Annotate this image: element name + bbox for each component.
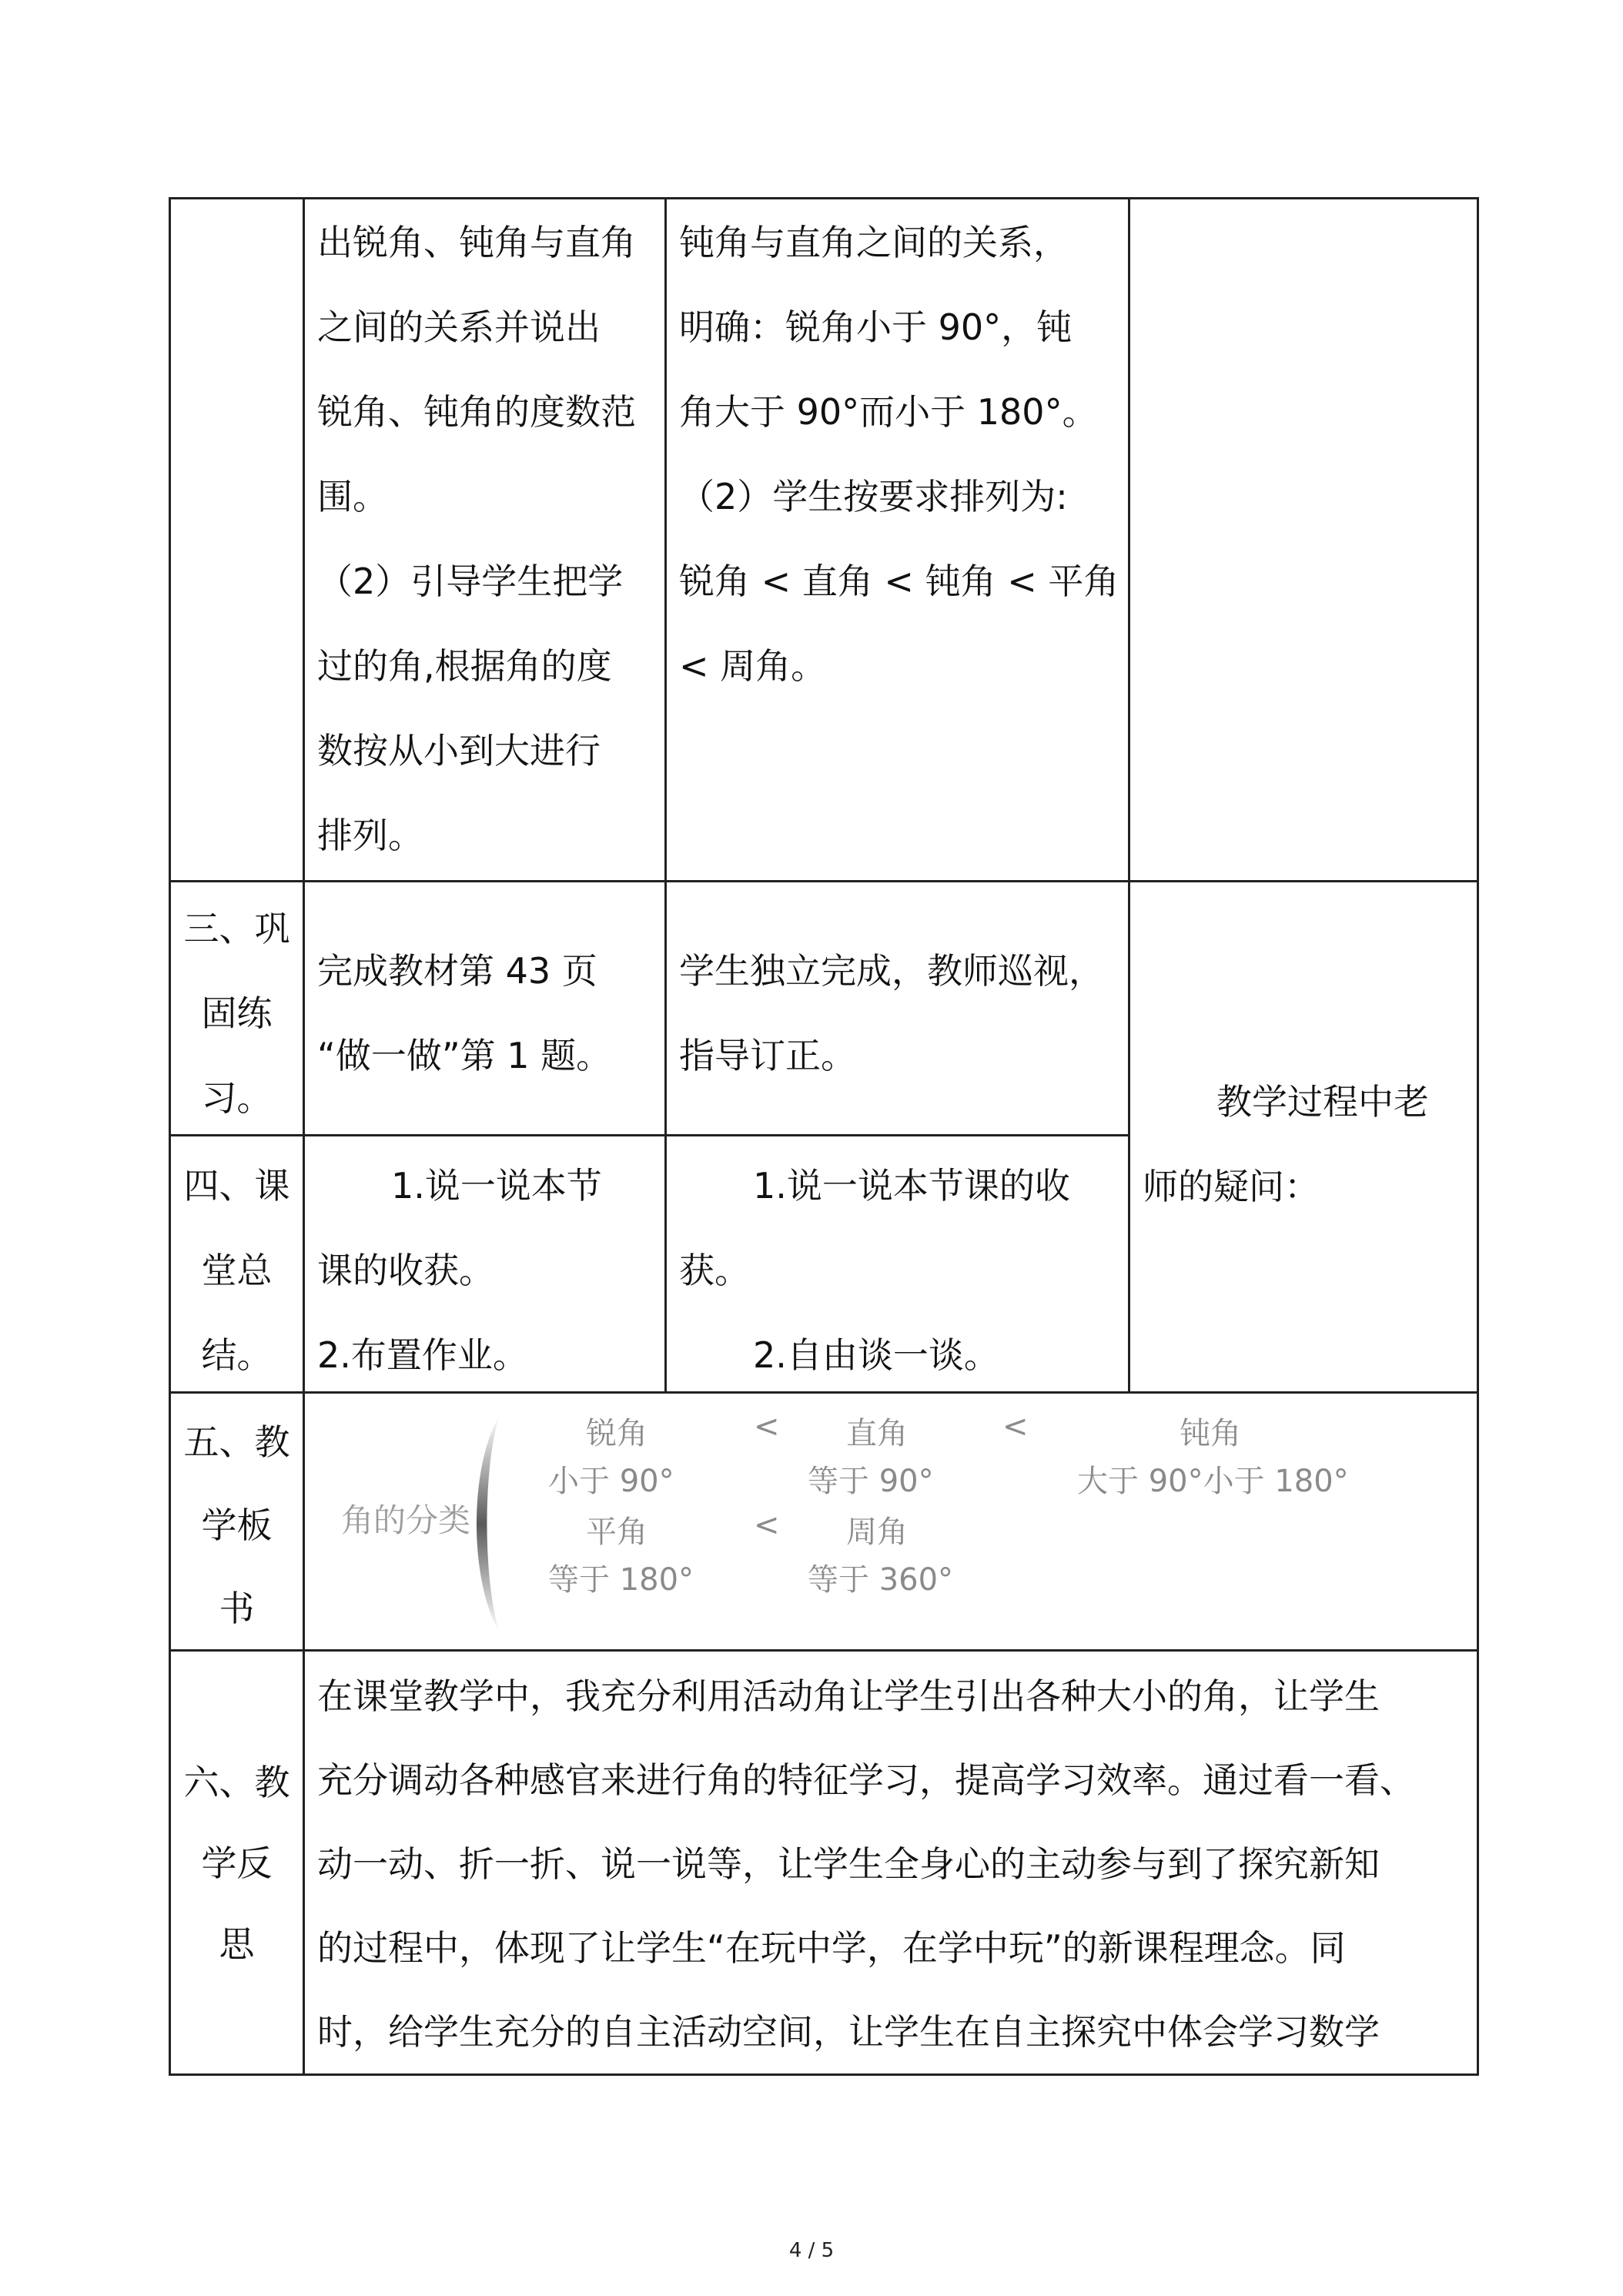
- summary-student-cell: [679, 1143, 1126, 1397]
- text-line: 2.自由谈一谈。: [753, 1334, 999, 1376]
- text-line: 2.布置作业。: [317, 1334, 528, 1376]
- text-line: 角大于 90°而小于 180°。: [679, 391, 1098, 433]
- continued-teacher-cell: [317, 200, 656, 878]
- text-line: 明确：锐角小于 90°，钝: [679, 306, 1073, 348]
- row-divider-4: [169, 1649, 1479, 1652]
- stage-label: 三、巩: [183, 908, 290, 949]
- stage-label: 学反: [201, 1842, 273, 1884]
- text-line: 课的收获。: [317, 1250, 494, 1291]
- practice-teacher-cell: [317, 929, 656, 1098]
- lesson-plan-table: [169, 197, 1479, 2076]
- text-line: 排列。: [317, 815, 423, 856]
- acute-desc: 小于 90°: [548, 1464, 674, 1499]
- text-line: < 周角。: [679, 645, 827, 687]
- blackboard-design: [307, 1395, 1474, 1647]
- full-angle: 周角: [846, 1514, 908, 1550]
- right-angle: 直角: [846, 1416, 908, 1451]
- stage-cell-summary: [173, 1143, 300, 1397]
- stage-label: 四、课: [183, 1165, 290, 1207]
- table-border-top: [169, 197, 1479, 199]
- text-line: 师的疑问：: [1143, 1166, 1320, 1207]
- less-than-3: <: [754, 1508, 780, 1543]
- table-border-right: [1477, 197, 1479, 2076]
- stage-label: 思: [219, 1923, 255, 1965]
- right-desc: 等于 90°: [808, 1464, 934, 1499]
- text-line: 在课堂教学中，我充分利用活动角让学生引出各种大小的角，让学生: [317, 1675, 1380, 1717]
- text-line: （2）引导学生把学: [317, 561, 624, 602]
- text-line: 锐角 < 直角 < 钝角 < 平角: [679, 561, 1119, 602]
- page-number: 4 / 5: [788, 2239, 835, 2262]
- less-than-2: <: [1002, 1409, 1029, 1444]
- text-line: 出锐角、钝角与直角: [317, 222, 636, 263]
- obtuse-angle: 钝角: [1180, 1416, 1241, 1451]
- text-line: 过的角,根据角的度: [317, 645, 612, 687]
- text-line: “做一做”第 1 题。: [317, 1035, 612, 1076]
- reflection-text: [317, 1655, 1472, 2074]
- text-line: 1.说一说本节课的收: [753, 1165, 1070, 1207]
- column-divider-1: [303, 197, 305, 2076]
- stage-label: 六、教: [183, 1762, 290, 1803]
- text-line: 动一动、折一折、说一说等，让学生全身心的主动参与到了探究新知: [317, 1843, 1380, 1885]
- text-line: （2）学生按要求排列为:: [679, 476, 1068, 517]
- acute-angle: 锐角: [586, 1416, 648, 1451]
- table-border-left: [169, 197, 171, 2076]
- straight-desc: 等于 180°: [548, 1562, 694, 1598]
- text-line: 时，给学生充分的自主活动空间，让学生在自主探究中体会学习数学: [317, 2011, 1380, 2053]
- column-divider-3: [1128, 197, 1130, 1393]
- obtuse-desc: 大于 90°小于 180°: [1077, 1464, 1349, 1499]
- text-line: 指导订正。: [679, 1035, 856, 1076]
- stage-cell-reflection: [173, 1742, 300, 1985]
- stage-label: 学板: [201, 1504, 273, 1546]
- text-line: 钝角与直角之间的关系，: [679, 222, 1069, 263]
- text-line: 获。: [679, 1250, 750, 1291]
- board-label: 角的分类: [341, 1501, 471, 1539]
- stage-label: 习。: [201, 1077, 273, 1119]
- stage-cell-practice: [173, 886, 300, 1140]
- full-desc: 等于 360°: [808, 1562, 954, 1598]
- stage-label: 结。: [201, 1334, 273, 1376]
- text-line: 之间的关系并说出: [317, 306, 601, 348]
- text-line: 的过程中，体现了让学生“在玩中学，在学中玩”的新课程理念。同: [317, 1927, 1346, 1969]
- continued-student-cell: [679, 200, 1126, 708]
- stage-cell-board: [173, 1401, 300, 1650]
- stage-label: 五、教: [183, 1421, 290, 1463]
- less-than-1: <: [754, 1409, 780, 1444]
- stage-label: 堂总: [201, 1250, 273, 1291]
- summary-teacher-cell: [317, 1143, 656, 1397]
- teacher-notes-cell: [1143, 1059, 1474, 1229]
- text-line: 学生独立完成，教师巡视，: [679, 950, 1104, 992]
- stage-label: 书: [219, 1588, 255, 1629]
- text-line: 数按从小到大进行: [317, 730, 601, 771]
- row-divider-2: [169, 1134, 1130, 1136]
- text-line: 教学过程中老: [1216, 1081, 1429, 1123]
- straight-angle: 平角: [586, 1514, 648, 1550]
- text-line: 充分调动各种感官来进行角的特征学习，提高学习效率。通过看一看、: [317, 1759, 1415, 1801]
- row-divider-1: [169, 880, 1479, 882]
- text-line: 1.说一说本节: [391, 1165, 602, 1207]
- text-line: 锐角、钝角的度数范: [317, 391, 636, 433]
- practice-student-cell: [679, 929, 1126, 1098]
- text-line: 围。: [317, 476, 388, 517]
- column-divider-2: [664, 197, 667, 1393]
- stage-label: 固练: [201, 992, 273, 1034]
- text-line: 完成教材第 43 页: [317, 950, 597, 992]
